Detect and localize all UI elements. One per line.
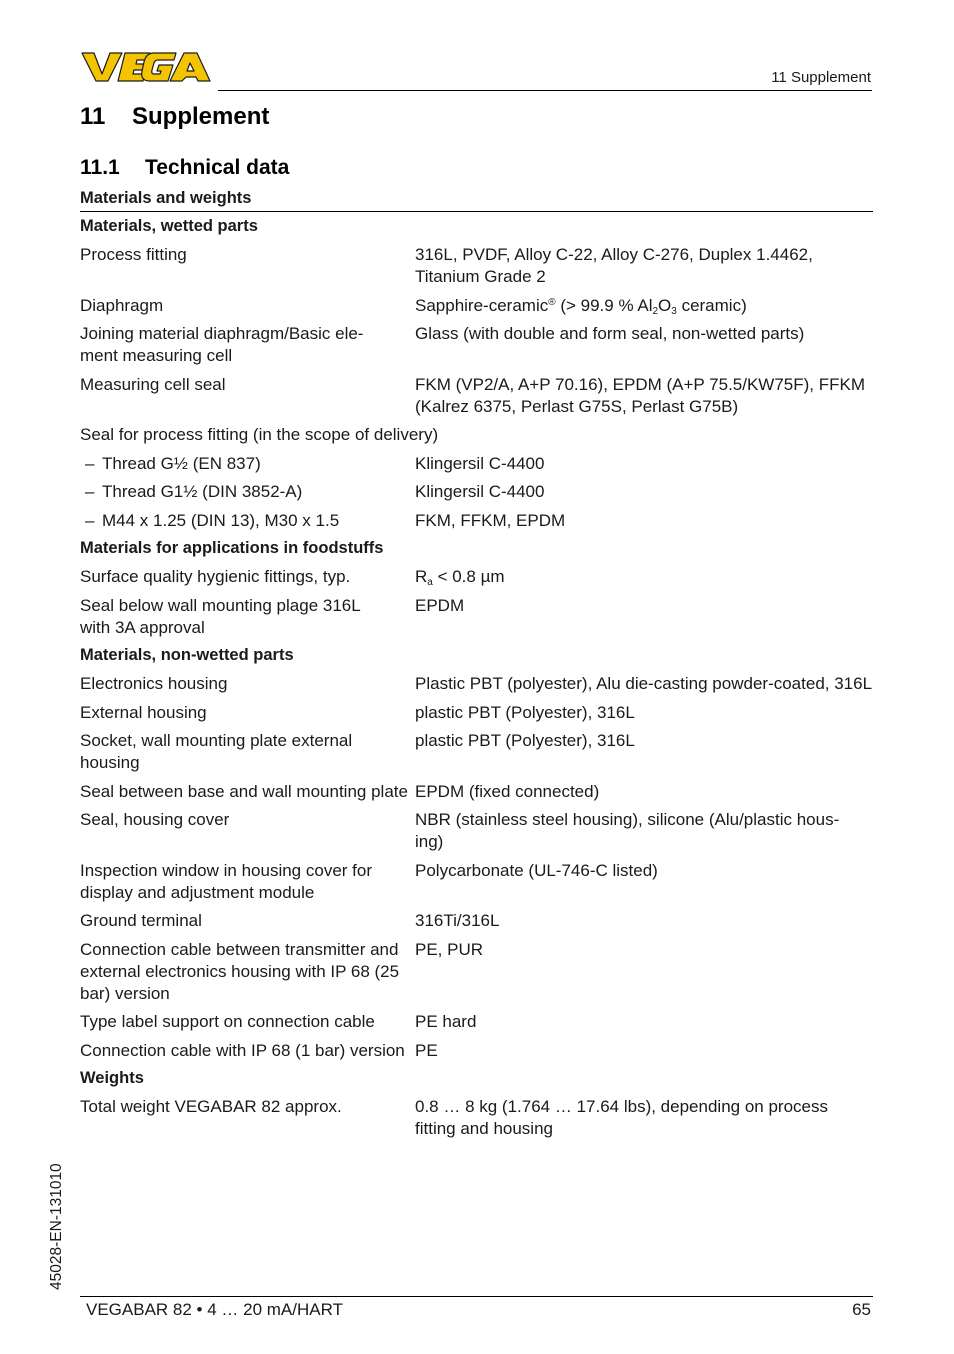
- spec-value: 316Ti/316L: [415, 911, 500, 930]
- spec-label: – Thread G½ (EN 837): [80, 453, 415, 475]
- spec-label: External housing: [80, 702, 207, 722]
- spec-label: Seal between base and wall mounting plate: [80, 781, 408, 801]
- spec-value: plastic PBT (Polyester), 316L: [415, 731, 635, 750]
- spec-row: [80, 860, 873, 904]
- document-code: 45028-EN-131010: [48, 1163, 65, 1290]
- spec-label: – M44 x 1.25 (DIN 13), M30 x 1.5: [80, 510, 415, 532]
- spec-value: EPDM: [415, 595, 465, 615]
- spec-row: [80, 1011, 873, 1033]
- subheading-nonwetted: Materials, non-wetted parts: [80, 646, 294, 664]
- spec-value: PE, PUR: [415, 939, 484, 959]
- spec-row: [80, 510, 873, 532]
- subheading-wetted: Materials, wetted parts: [80, 217, 258, 235]
- spec-label: Measuring cell seal: [80, 374, 226, 394]
- spec-value: Klingersil C-4400: [415, 482, 545, 501]
- spec-row: [80, 939, 873, 1005]
- spec-label: Seal for process fitting (in the scope of delivery): [80, 425, 439, 444]
- spec-value: Polycarbonate (UL-746-C listed): [415, 860, 658, 880]
- spec-value: PE: [415, 1040, 438, 1060]
- spec-label: Ground terminal: [80, 911, 202, 930]
- footer-rule: [80, 1296, 873, 1297]
- section-number: 11.1: [80, 156, 120, 179]
- spec-row: [80, 566, 873, 588]
- header-rule: [218, 90, 872, 91]
- spec-value: $R_a < 0.8$ µm: [415, 567, 505, 588]
- spec-label: Joining material diaphragm/Basic ele- ment measuring cell: [80, 324, 364, 365]
- spec-label: Diaphragm: [80, 295, 164, 315]
- spec-label: – Thread G1½ (DIN 3852-A): [80, 481, 415, 503]
- spec-row: [80, 244, 873, 288]
- group-heading: Materials and weights: [80, 188, 873, 212]
- spec-value: plastic PBT (Polyester), 316L: [415, 702, 635, 722]
- spec-row: [80, 295, 873, 317]
- spec-value: NBR (stainless steel housing), silicone (Alu/plastic hous- ing): [415, 810, 840, 851]
- section-title-text: Technical data: [145, 156, 290, 179]
- spec-value: EPDM (fixed connected): [415, 781, 600, 801]
- spec-label: Inspection window in housing cover for display and adjustment module: [80, 860, 372, 902]
- spec-row: [80, 781, 873, 803]
- spec-label: Connection cable between transmitter and external electronics housing with IP 68 (25 bar) version: [80, 939, 400, 1003]
- subheading-food: Materials for applications in foodstuffs: [80, 539, 384, 557]
- spec-row: [80, 730, 873, 774]
- chapter-title-text: Supplement: [132, 103, 270, 130]
- spec-label: Connection cable with IP 68 (1 bar) version: [80, 1040, 405, 1060]
- spec-value: Glass (with double and form seal, non-wetted parts): [415, 324, 805, 343]
- spec-row: [80, 1096, 873, 1140]
- spec-row: [80, 424, 873, 446]
- chapter-number: 11: [80, 103, 106, 130]
- chapter-title: [80, 103, 269, 131]
- spec-label: Total weight VEGABAR 82 approx.: [80, 1097, 342, 1116]
- spec-row: [80, 323, 873, 367]
- spec-row: [80, 673, 873, 695]
- header-section-label: 11 Supplement: [771, 69, 871, 86]
- page-number: 65: [852, 1300, 871, 1319]
- spec-value: Klingersil C-4400: [415, 453, 545, 473]
- spec-row: [80, 453, 873, 475]
- spec-value: Sapphire-ceramic® (> 99.9 % $Al_2O_3$ ceramic): [415, 295, 747, 317]
- spec-label: Socket, wall mounting plate external housing: [80, 731, 353, 772]
- spec-row: [80, 481, 873, 503]
- spec-value: 316L, PVDF, Alloy C-22, Alloy C-276, Duplex 1.4462, Titanium Grade 2: [415, 245, 813, 286]
- spec-label: Process fitting: [80, 245, 187, 264]
- spec-value: 0.8 … 8 kg (1.764 … 17.64 lbs), depending on process fitting and housing: [415, 1097, 828, 1138]
- spec-value: FKM, FFKM, EPDM: [415, 510, 566, 530]
- spec-label: Electronics housing: [80, 674, 228, 693]
- spec-row: [80, 595, 873, 639]
- section-title: [80, 156, 289, 180]
- spec-value: Plastic PBT (polyester), Alu die-casting powder-coated, 316L: [415, 674, 873, 693]
- technical-data-table: [80, 188, 873, 1147]
- spec-label: Surface quality hygienic fittings, typ.: [80, 567, 351, 586]
- spec-value: FKM (VP2/A, A+P 70.16), EPDM (A+P 75.5/KW75F), FFKM (Kalrez 6375, Perlast G75S, Perlast G75B): [415, 374, 866, 416]
- spec-row: [80, 1040, 873, 1062]
- spec-row: [80, 374, 873, 418]
- spec-label: Seal, housing cover: [80, 810, 230, 829]
- spec-row: [80, 702, 873, 724]
- spec-label: Type label support on connection cable: [80, 1012, 375, 1031]
- footer-product: VEGABAR 82 • 4 … 20 mA/HART: [86, 1300, 343, 1319]
- spec-value: PE hard: [415, 1012, 477, 1031]
- spec-row: [80, 809, 873, 853]
- spec-label: Seal below wall mounting plage 316L with 3A approval: [80, 595, 361, 637]
- vega-logo: [80, 50, 212, 84]
- spec-row: [80, 910, 873, 932]
- subheading-weights: Weights: [80, 1069, 144, 1087]
